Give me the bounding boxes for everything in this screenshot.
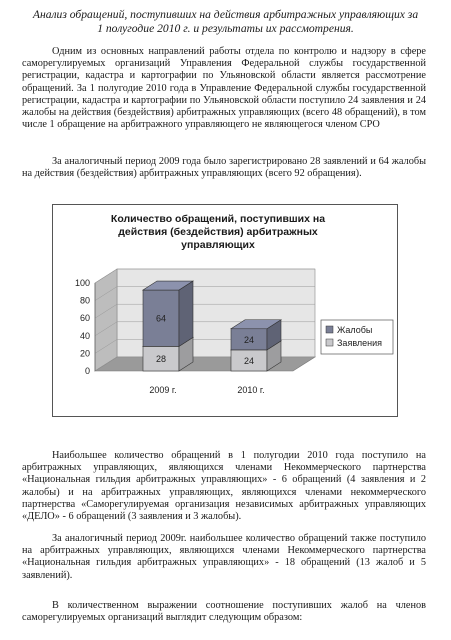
chart-floor	[95, 357, 315, 371]
bar-side	[179, 281, 193, 346]
data-label: 64	[155, 313, 167, 324]
heading-line-2: 1 полугодие 2010 г. и результаты их рассмотрения.	[97, 21, 354, 35]
legend-swatch	[326, 326, 333, 333]
paragraph-1: Одним из основных направлений работы отдела по контролю и надзору в сфере саморегулируемых организаций Управления Федеральной службы государственной регистрации, кадастра и картографии по Ульяновской области является рассмотрение обращений. За 1 полугодие 2010 года в Управление Федеральной службы государственной регистрации, кадастра и картографии по Ульяновской области поступило 24 заявления и 24 жалобы на действия (бездействия) арбитражных управляющих (всего 48 обращений), в том числе 1 обращение на арбитражного управляющего не являющегося членом СРО	[22, 46, 426, 131]
data-label: 28	[155, 354, 167, 365]
data-label: 24	[243, 355, 255, 366]
paragraph-3: Наибольшее количество обращений в 1 полугодии 2010 года поступило на арбитражных управляющих, являющихся членами Некоммерческого партнерства «Национальная гильдия арбитражных управляющих» - 6 обращений (4 заявления и 2 жалобы) и на арбитражных управляющих, являющихся членами некоммерческого партнерства «Саморегулируемая организация независимых арбитражных управляющих «ДЕЛО» - 6 обращений (3 заявления и 3 жалобы).	[22, 450, 426, 523]
y-tick-label: 80	[79, 295, 90, 306]
paragraph-4: За аналогичный период 2009г. наибольшее количество обращений также поступило на арбитражных управляющих, являющихся членами Некоммерческого партнерства «Национальная гильдия арбитражных управляющих» - 18 обращений (13 жалоб и 5 заявлений).	[22, 533, 426, 581]
y-tick-label: 60	[79, 313, 90, 324]
data-label: 24	[243, 334, 255, 345]
document-heading	[18, 8, 433, 35]
chart-legend	[321, 320, 393, 354]
chart-side-wall	[95, 269, 117, 371]
legend-swatch	[326, 339, 333, 346]
chart-title: Количество обращений, поступивших на действия (бездействия) арбитражных управляющих	[110, 213, 326, 251]
heading-line-1: Анализ обращений, поступивших на действия арбитражных управляющих за	[32, 8, 419, 21]
chart-frame	[52, 204, 398, 417]
y-tick-label: 100	[74, 278, 90, 288]
legend-label: Заявления	[337, 338, 383, 348]
y-tick-label: 0	[84, 366, 90, 376]
y-tick-label: 40	[79, 330, 90, 341]
stacked-bar-chart	[53, 205, 399, 418]
paragraph-5: В количественном выражении соотношение поступивших жалоб на членов саморегулируемых организаций выглядит следующим образом:	[22, 600, 426, 624]
legend-label: Жалобы	[337, 325, 373, 335]
x-category-label: 2009 г.	[149, 385, 177, 395]
x-category-label: 2010 г.	[237, 385, 265, 395]
y-tick-label: 20	[79, 348, 90, 359]
paragraph-2: За аналогичный период 2009 года было зарегистрировано 28 заявлений и 64 жалобы на действия (бездействия) арбитражных управляющих (всего 92 обращения).	[22, 156, 426, 180]
